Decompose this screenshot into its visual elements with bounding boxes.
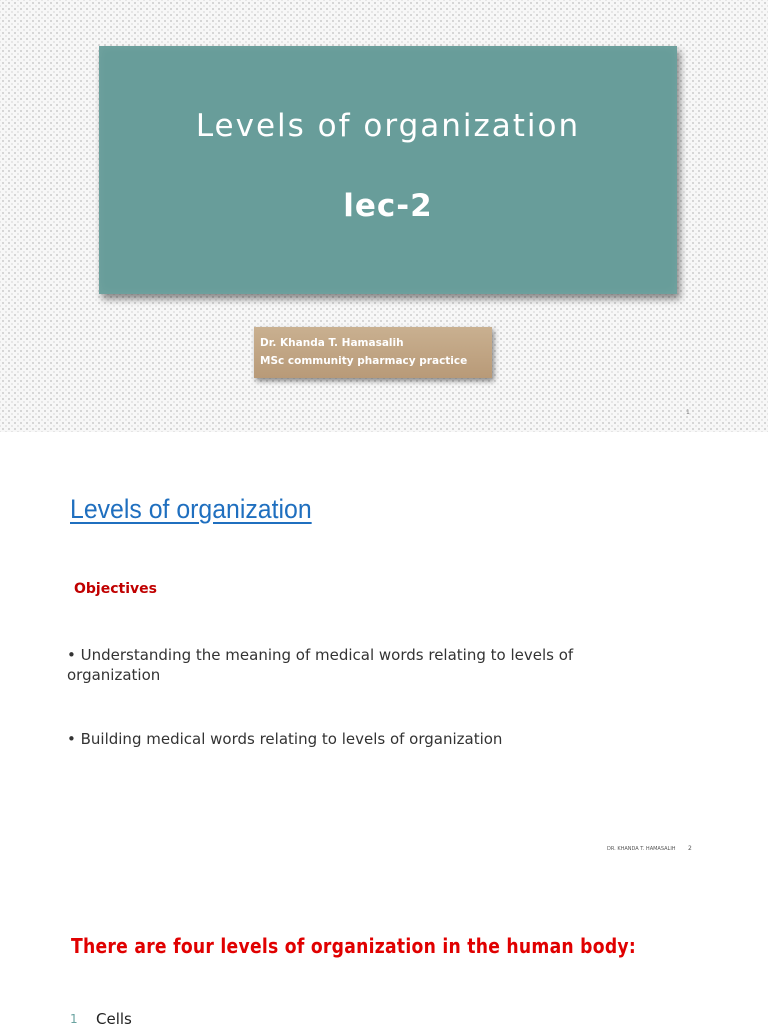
bullet-item: • Understanding the meaning of medical words relating to levels of organization (67, 646, 574, 684)
title-box (99, 46, 677, 294)
author-box (254, 327, 492, 378)
slide-subtitle: lec-2 (343, 188, 433, 224)
slide-title: Levels of organization (195, 108, 581, 144)
author-name: Dr. Khanda T. Hamasalih (260, 337, 404, 349)
author-degree: MSc community pharmacy practice (260, 355, 468, 367)
list-item: Cells (96, 1010, 132, 1024)
page-number: 1 (686, 409, 690, 416)
slide-footer: DR. KHANDA T. HAMASALIH (607, 846, 676, 852)
slide-2 (0, 432, 768, 878)
page-number: 2 (688, 845, 692, 852)
slide-title: There are four levels of organization in the human body: (71, 934, 637, 958)
slide-3 (0, 878, 768, 1024)
objectives-heading: Objectives (74, 581, 157, 597)
list-number: 1 (70, 1012, 78, 1024)
slide-title: Levels of organization (70, 494, 312, 524)
slide-1 (0, 0, 768, 432)
bullet-item: • Building medical words relating to levels of organization (67, 730, 503, 748)
